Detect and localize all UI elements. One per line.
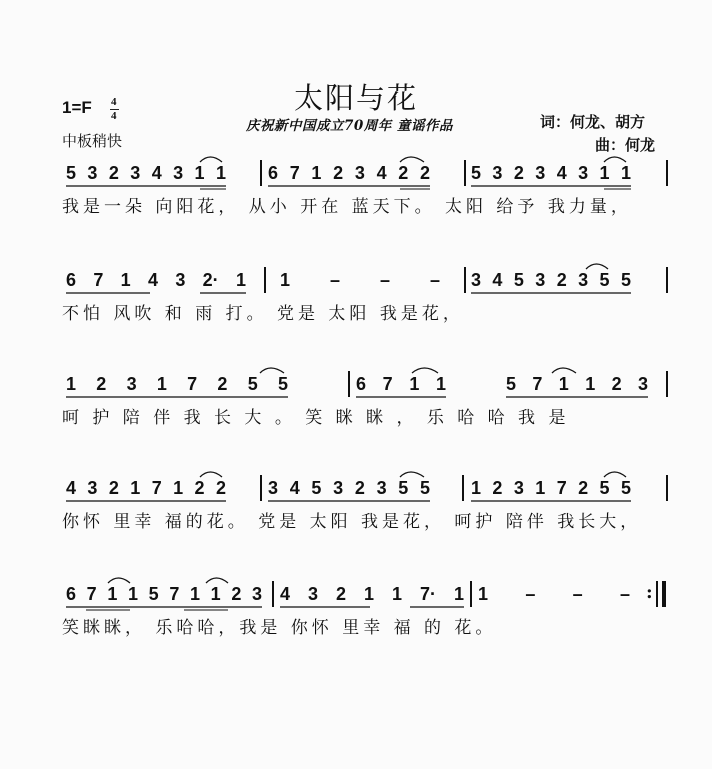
repeat-barline-thick — [662, 581, 666, 607]
key-signature: 1=F — [62, 98, 92, 117]
measure-notes: 6 7 1 2 3 4 2 2 — [268, 163, 430, 183]
measure-notes: 3 4 5 3 2 3 5 5 — [471, 270, 631, 290]
barline — [272, 581, 274, 607]
lyrics-line: 不怕 风吹 和 雨 打。 党是 太阳 我是花， — [62, 304, 464, 324]
barline — [462, 475, 464, 501]
measure-notes: 6 7 1 1 — [356, 374, 446, 394]
time-signature-numerator: 4 — [111, 96, 117, 108]
barline — [470, 581, 472, 607]
measure-notes: 1 2 3 1 7 2 5 5 — [66, 374, 288, 394]
barline — [666, 160, 668, 186]
tempo-marking: 中板稍快 — [62, 132, 123, 150]
song-title: 太阳与花 — [293, 81, 418, 115]
time-signature-denominator: 4 — [111, 110, 117, 122]
barline — [260, 475, 262, 501]
measure-notes: 5 7 1 1 2 3 — [506, 374, 648, 394]
subtitle: 庆祝新中国成立70周年 童谣作品 — [246, 118, 453, 134]
measure-notes: 4 3 2 1 7 1 2 2 — [66, 478, 226, 498]
barline — [666, 267, 668, 293]
measure-notes: 1 2 3 1 7 2 5 5 — [471, 478, 631, 498]
measure-notes: 1 – – – — [280, 270, 440, 290]
barline — [666, 371, 668, 397]
barline — [260, 160, 262, 186]
lyrics-line: 我是一朵 向阳花， 从小 开在 蓝天下。 太阳 给予 我力量， — [62, 197, 632, 217]
measure-notes: 3 4 5 3 2 3 5 5 — [268, 478, 430, 498]
repeat-barline-thin — [656, 581, 658, 607]
measure-notes: 1 – – – — [478, 584, 630, 604]
barline — [264, 267, 266, 293]
barline — [464, 160, 466, 186]
measure-notes: 6 7 1 1 5 7 1 1 2 3 — [66, 584, 262, 604]
barline — [666, 475, 668, 501]
measure-notes: 4 3 2 1 1 7· 1 — [280, 584, 464, 604]
measure-notes: 5 3 2 3 4 3 1 1 — [66, 163, 226, 183]
barline — [464, 267, 466, 293]
lyrics-line: 笑眯眯， 乐哈哈，我是 你怀 里幸 福 的 花。 — [62, 618, 497, 638]
measure-notes: 5 3 2 3 4 3 1 1 — [471, 163, 631, 183]
lyrics-line: 呵 护 陪 伴 我 长 大 。 笑 眯 眯 ， 乐 哈 哈 我 是 — [62, 408, 570, 428]
repeat-dots: : — [646, 582, 653, 603]
barline — [348, 371, 350, 397]
measure-notes: 6 7 1 4 3 2· 1 — [66, 270, 246, 290]
lyrics-line: 你怀 里幸 福的花。 党是 太阳 我是花， 呵护 陪伴 我长大， — [62, 512, 642, 532]
composer-credit: 曲：何龙 — [595, 136, 656, 154]
lyricist-credit: 词：何龙、胡方 — [540, 113, 646, 131]
